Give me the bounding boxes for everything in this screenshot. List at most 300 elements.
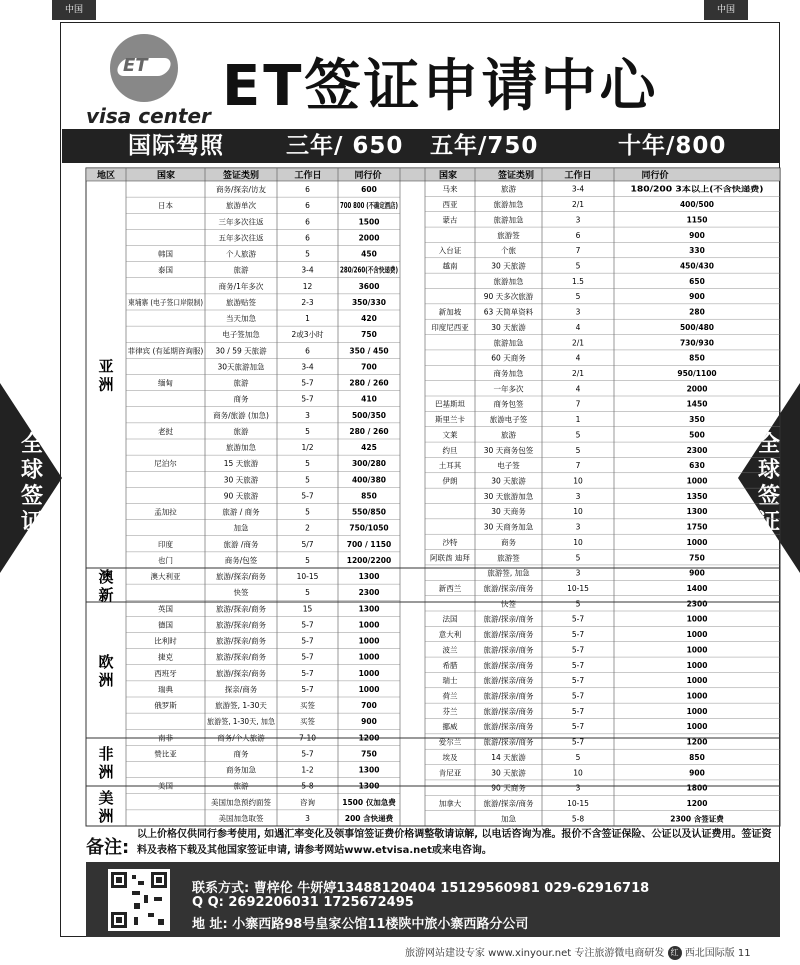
left-cell: 5-7 [301, 749, 314, 759]
left-cell: 德国 [158, 620, 173, 630]
left-cell: 1500 仅加急费 [342, 797, 396, 807]
left-cell: 商务 [233, 749, 249, 759]
side-tab-right-text: 全球签证 [757, 432, 780, 535]
left-cell: 6 [305, 185, 310, 195]
right-cell: 3 [575, 568, 581, 578]
bottom-edition: 西北国际版 11 [684, 948, 751, 959]
red-badge-icon: 红 [668, 946, 682, 960]
right-cell: 3-4 [571, 184, 585, 194]
right-cell: 2300 含签证费 [670, 814, 724, 824]
left-cell: 750 [361, 330, 377, 340]
left-cell: 日本 [158, 201, 173, 211]
right-cell: 约旦 [442, 445, 458, 455]
left-cell: 加急 [233, 523, 249, 533]
left-cell: 900 [361, 717, 377, 727]
left-cell: 英国 [158, 604, 173, 614]
left-cell: 280 / 260 [349, 426, 389, 436]
left-cell: 6 [305, 201, 310, 211]
right-cell: 5-7 [571, 706, 585, 716]
right-cell: 伊朗 [442, 476, 458, 486]
right-cell: 旅游 [501, 184, 516, 194]
right-cell: 5-7 [571, 676, 585, 686]
region-label: 洲 [98, 375, 114, 394]
right-cell: 意大利 [438, 630, 462, 640]
right-cell: 1350 [686, 491, 708, 501]
note-label: 备注: [86, 837, 130, 858]
left-cell: 旅游 [233, 781, 249, 791]
right-cell: 1.5 [572, 276, 584, 286]
left-cell: 柬埔寨 (电子签口岸限制) [128, 297, 212, 307]
left-cell: 10-15 [296, 572, 319, 582]
bottom-website-text: 旅游网站建设专家 www.xinyour.net 专注旅游微电商研发 [405, 948, 665, 959]
right-cell: 30 天旅游 [491, 322, 526, 332]
side-tab-left-text: 全球签证 [20, 432, 43, 535]
right-cell: 650 [689, 276, 705, 286]
left-cell: 旅游贴签 [226, 297, 256, 307]
right-cell: 旅游签 [497, 230, 520, 240]
corner-mark-left: 中国 [52, 0, 96, 20]
left-cell: 商务/旅游 (加急) [213, 410, 269, 420]
left-cell: 泰国 [158, 265, 173, 275]
table-header-cell: 同行价 [641, 171, 669, 181]
left-cell: 5 [305, 475, 310, 485]
left-cell: 5 [305, 588, 310, 598]
left-cell: 旅游/探亲/商务 [215, 604, 267, 614]
left-cell: 美国加急预约面签 [211, 797, 271, 807]
left-cell: 3-4 [301, 362, 314, 372]
left-cell: 商务 [233, 394, 249, 404]
table-header-cell: 工作日 [564, 171, 592, 181]
right-cell: 6 [575, 230, 581, 240]
right-cell: 850 [689, 752, 705, 762]
right-cell: 730/930 [679, 338, 715, 348]
left-cell: 5 [305, 249, 310, 259]
left-cell: 420 [361, 314, 377, 324]
left-cell: 商务加急 [226, 765, 256, 775]
right-cell: 10 [573, 768, 583, 778]
table-header-cell: 工作日 [294, 171, 322, 181]
left-cell: 350/330 [351, 297, 387, 307]
left-cell: 5 [305, 426, 310, 436]
right-cell: 入台证 [438, 246, 462, 256]
right-cell: 1400 [686, 583, 708, 593]
left-cell: 2300 [358, 588, 380, 598]
left-cell: 5-7 [301, 636, 314, 646]
right-cell: 10 [573, 476, 583, 486]
right-cell: 旅游/探亲/商务 [483, 614, 534, 624]
right-cell: 印度尼西亚 [431, 322, 469, 332]
table-header-cell: 签证类别 [497, 171, 535, 181]
right-cell: 巴基斯坦 [435, 399, 465, 409]
region-label: 欧 [98, 653, 114, 671]
left-cell: 30 天旅游 [223, 475, 259, 485]
left-cell: 旅游/探亲/商务 [215, 652, 267, 662]
right-cell: 旅游加急 [493, 276, 524, 286]
right-cell: 5 [575, 430, 581, 440]
right-cell: 950/1100 [677, 368, 717, 378]
left-cell: 400/380 [351, 475, 387, 485]
table-header-cell: 地区 [96, 171, 116, 181]
right-cell: 1000 [686, 645, 708, 655]
right-cell: 旅游加急 [493, 215, 524, 225]
right-cell: 3 [575, 307, 581, 317]
left-cell: 老挝 [158, 426, 173, 436]
right-cell: 900 [689, 568, 705, 578]
right-cell: 630 [689, 461, 705, 471]
table-outline [86, 168, 780, 826]
left-cell: 5-7 [301, 378, 314, 388]
right-cell: 荷兰 [442, 691, 458, 701]
left-cell: 旅游 [233, 426, 249, 436]
left-cell: 五年多次往返 [218, 233, 264, 243]
left-cell: 1/2 [301, 443, 314, 453]
left-cell: 6 [305, 217, 310, 227]
right-cell: 400/500 [679, 200, 715, 210]
left-cell: 1300 [358, 781, 380, 791]
left-cell: 1500 [358, 217, 380, 227]
left-cell: 旅游/探亲/商务 [215, 668, 267, 678]
left-cell: 1000 [358, 684, 380, 694]
right-cell: 30 天旅游加急 [483, 491, 534, 501]
left-cell: 美国加急取签 [218, 813, 264, 823]
left-cell: 当天加急 [226, 314, 256, 324]
right-cell: 3 [575, 783, 581, 793]
right-cell: 1750 [686, 522, 708, 532]
right-cell: 旅游电子签 [489, 415, 528, 425]
left-cell: 5-7 [301, 684, 314, 694]
left-cell: 美国 [158, 781, 173, 791]
note-text: 以上价格仅供同行参考使用, 如遇汇率变化及领事馆签证费价格调整敬请谅解, 以电话咨询为准。报价不含签证保险、公证以及认证费用。签证资料及表格下载及其他国家签证申请, 请参考网站www.etvisa.net或来电咨询。 [137, 829, 772, 856]
right-cell: 阿联酋 迪拜 [430, 553, 470, 563]
banner-label: 国际驾照 [128, 133, 224, 159]
left-cell: 15 天旅游 [223, 459, 259, 469]
left-cell: 3600 [358, 281, 380, 291]
left-cell: 旅游签, 1-30天 [215, 701, 267, 711]
left-cell: 750/1050 [349, 523, 389, 533]
left-cell: 700 800 (不确定酒店) [340, 201, 421, 211]
left-cell: 3-4 [301, 265, 314, 275]
left-cell: 700 [361, 362, 377, 372]
left-cell: 咨询 [300, 797, 315, 807]
contact-phones: 联系方式: 曹梓伦 牛妍婷13488120404 15129560981 029-62916718 [192, 881, 650, 896]
left-cell: 3 [305, 813, 310, 823]
left-cell: 澳大利亚 [150, 572, 181, 582]
right-cell: 1300 [686, 507, 708, 517]
right-cell: 30 天旅游 [491, 768, 526, 778]
left-cell: 15 [302, 604, 313, 614]
left-cell: 5-7 [301, 652, 314, 662]
left-cell: 商务/包签 [224, 555, 258, 565]
right-cell: 5 [575, 752, 581, 762]
region-label: 美 [98, 789, 114, 807]
right-cell: 5 [575, 261, 581, 271]
left-cell: 90 天旅游 [223, 491, 259, 501]
left-cell: 探亲/商务 [224, 684, 258, 694]
right-cell: 5-7 [571, 737, 585, 747]
right-cell: 5 [575, 292, 581, 302]
right-cell: 4 [575, 353, 581, 363]
left-cell: 1-2 [301, 765, 314, 775]
right-cell: 350 [689, 415, 705, 425]
right-cell: 5-7 [571, 645, 585, 655]
left-cell: 1 [305, 314, 310, 324]
left-cell: 韩国 [158, 249, 173, 259]
right-cell: 1200 [686, 798, 708, 808]
right-cell: 5-7 [571, 660, 585, 670]
right-cell: 330 [689, 246, 705, 256]
right-cell: 1000 [686, 537, 708, 547]
right-cell: 加急 [501, 814, 516, 824]
right-cell: 波兰 [442, 645, 458, 655]
right-cell: 挪威 [442, 722, 458, 732]
left-cell: 旅游单次 [226, 201, 256, 211]
right-cell: 5-8 [571, 814, 585, 824]
left-cell: 5-7 [301, 620, 314, 630]
left-cell: 450 [361, 249, 377, 259]
left-cell: 1000 [358, 636, 380, 646]
right-cell: 肯尼亚 [438, 768, 462, 778]
left-cell: 5 [305, 507, 310, 517]
left-cell: 350 / 450 [349, 346, 389, 356]
right-cell: 900 [689, 230, 705, 240]
right-cell: 1450 [686, 399, 708, 409]
left-cell: 5-7 [301, 394, 314, 404]
right-cell: 63 天简单资料 [483, 307, 534, 317]
left-cell: 425 [361, 443, 377, 453]
left-cell: 2000 [358, 233, 380, 243]
left-cell: 商务/1年多次 [218, 281, 264, 291]
left-cell: 2 [305, 523, 310, 533]
right-cell: 10 [573, 537, 583, 547]
right-cell: 一年多次 [493, 384, 524, 394]
left-cell: 200 含快递费 [344, 813, 394, 823]
left-cell: 700 / 1150 [346, 539, 392, 549]
right-cell: 7 [575, 246, 581, 256]
right-cell: 商务 [501, 537, 516, 547]
left-cell: 旅游签, 1-30天, 加急 [207, 717, 279, 727]
left-cell: 600 [361, 185, 377, 195]
left-cell: 3 [305, 410, 310, 420]
left-cell: 700 [361, 701, 377, 711]
right-cell: 1000 [686, 691, 708, 701]
left-cell: 旅游/探亲/商务 [215, 572, 267, 582]
right-cell: 850 [689, 353, 705, 363]
page-title: ET签证申请中心 [222, 54, 659, 119]
right-cell: 旅游/探亲/商务 [483, 706, 534, 716]
left-cell: 菲律宾 (有延期咨询服) [127, 346, 204, 356]
left-cell: 5 [305, 459, 310, 469]
right-cell: 90 天商务 [491, 783, 526, 793]
right-cell: 280 [689, 307, 705, 317]
banner-ten-years: 十年/800 [618, 133, 727, 159]
right-cell: 旅游签 [497, 553, 520, 563]
left-cell: 5 [305, 555, 310, 565]
right-cell: 西亚 [442, 200, 458, 210]
right-cell: 60 天商务 [491, 353, 526, 363]
banner-five-years: 五年/750 [430, 133, 539, 159]
right-cell: 加拿大 [438, 798, 462, 808]
banner-three-years: 三年/ 650 [286, 133, 404, 159]
left-cell: 5-7 [301, 668, 314, 678]
left-cell: 旅游 [233, 378, 249, 388]
qr-code [108, 869, 170, 931]
left-cell: 印度 [158, 539, 173, 549]
left-cell: 缅甸 [158, 378, 173, 388]
right-cell: 30 天商务 [491, 507, 526, 517]
right-cell: 5 [575, 599, 581, 609]
corner-mark-right: 中国 [704, 0, 748, 20]
right-cell: 旅游/探亲/商务 [483, 660, 534, 670]
right-cell: 1800 [686, 783, 708, 793]
left-cell: 电子签加急 [222, 330, 260, 340]
left-cell: 5/7 [301, 539, 314, 549]
right-cell: 新西兰 [438, 583, 462, 593]
region-label: 非 [98, 745, 114, 763]
right-cell: 10-15 [567, 583, 589, 593]
right-cell: 旅游加急 [493, 338, 524, 348]
right-cell: 文莱 [442, 430, 458, 440]
right-cell: 瑞士 [442, 676, 458, 686]
right-cell: 2300 [686, 599, 708, 609]
right-cell: 1000 [686, 630, 708, 640]
region-label: 澳 [98, 568, 114, 586]
table-header-bg [86, 168, 780, 181]
right-cell: 30 天商务包签 [483, 445, 534, 455]
left-cell: 快签 [233, 588, 249, 598]
left-cell: 比利时 [154, 636, 177, 646]
left-cell: 550/850 [351, 507, 387, 517]
left-cell: 商务/个人旅游 [217, 733, 265, 743]
right-cell: 法国 [442, 614, 458, 624]
region-label: 洲 [98, 763, 114, 781]
right-cell: 2000 [686, 384, 708, 394]
left-cell: 1000 [358, 652, 380, 662]
right-cell: 土耳其 [438, 461, 462, 471]
right-cell: 斯里兰卡 [435, 415, 465, 425]
right-cell: 1000 [686, 722, 708, 732]
left-cell: 个人旅游 [226, 249, 256, 259]
table-header-cell: 签证类别 [222, 171, 260, 181]
left-cell: 南非 [158, 733, 173, 743]
left-cell: 赞比亚 [154, 749, 177, 759]
right-cell: 埃及 [442, 752, 458, 762]
table-header-cell: 同行价 [354, 171, 382, 181]
contact-address: 地 址: 小寨西路98号皇家公馆11楼陕中旅小寨西路分公司 [192, 917, 529, 932]
right-cell: 7 [575, 399, 581, 409]
right-cell: 900 [689, 768, 705, 778]
right-cell: 5-7 [571, 691, 585, 701]
right-cell: 750 [689, 553, 705, 563]
right-cell: 3 [575, 522, 581, 532]
right-cell: 旅游/探亲/商务 [483, 722, 534, 732]
left-cell: 1200/2200 [346, 555, 392, 565]
right-cell: 商务包签 [493, 399, 524, 409]
left-cell: 三年多次往返 [218, 217, 264, 227]
right-cell: 1000 [686, 614, 708, 624]
left-cell: 旅游 /商务 [223, 539, 259, 549]
left-cell: 旅游 / 商务 [222, 507, 260, 517]
right-cell: 5-7 [571, 722, 585, 732]
left-cell: 捷克 [158, 652, 173, 662]
right-cell: 1000 [686, 706, 708, 716]
right-cell: 7 [575, 461, 581, 471]
right-cell: 4 [575, 322, 581, 332]
right-cell: 1000 [686, 476, 708, 486]
right-cell: 5-7 [571, 630, 585, 640]
left-cell: 2-3 [301, 297, 314, 307]
right-cell: 14 天旅游 [491, 752, 526, 762]
region-label: 洲 [98, 671, 114, 689]
left-cell: 30天旅游加急 [217, 362, 265, 372]
left-cell: 1300 [358, 765, 380, 775]
right-cell: 旅游/探亲/商务 [483, 676, 534, 686]
right-cell: 180/200 3本以上(不含快递费) [630, 184, 740, 194]
left-cell: 5-7 [301, 491, 314, 501]
left-cell: 850 [361, 491, 377, 501]
right-cell: 2/1 [571, 200, 585, 210]
right-cell: 旅游签, 加急 [487, 568, 530, 578]
right-cell: 5-7 [571, 614, 585, 624]
right-cell: 4 [575, 384, 581, 394]
right-cell: 500 [689, 430, 705, 440]
contact-qq: Q Q: 2692206031 1725672495 [192, 895, 414, 910]
table-header-cell: 国家 [438, 171, 458, 181]
right-cell: 1000 [686, 676, 708, 686]
right-cell: 3 [575, 215, 581, 225]
left-cell: 410 [361, 394, 377, 404]
right-cell: 30 天旅游 [491, 476, 526, 486]
left-cell: 瑞典 [158, 684, 173, 694]
region-label: 新 [98, 586, 114, 604]
left-cell: 6 [305, 233, 310, 243]
right-cell: 商务加急 [493, 368, 524, 378]
right-cell: 90 天多次旅游 [483, 292, 534, 302]
left-cell: 7-10 [298, 733, 317, 743]
right-cell: 1150 [686, 215, 708, 225]
right-cell: 1000 [686, 660, 708, 670]
right-cell: 2300 [686, 445, 708, 455]
left-cell: 旅游/探亲/商务 [215, 636, 267, 646]
right-cell: 电子签 [497, 461, 520, 471]
right-cell: 900 [689, 292, 705, 302]
right-cell: 沙特 [442, 537, 458, 547]
right-cell: 旅游/探亲/商务 [483, 583, 534, 593]
left-cell: 280 / 260 [349, 378, 389, 388]
right-cell: 5 [575, 553, 581, 563]
right-cell: 旅游/探亲/商务 [483, 630, 534, 640]
left-cell: 280/260(不含快递费) [340, 265, 419, 275]
right-cell: 500/480 [679, 322, 715, 332]
left-cell: 也门 [158, 555, 173, 565]
left-cell: 1000 [358, 668, 380, 678]
right-cell: 希腊 [442, 660, 458, 670]
left-cell: 商务/探亲/访友 [215, 185, 267, 195]
right-cell: 10-15 [567, 798, 589, 808]
left-cell: 12 [302, 281, 313, 291]
right-cell: 爱尔兰 [438, 737, 462, 747]
right-cell: 30 天商务加急 [483, 522, 534, 532]
left-cell: 30 / 59 天旅游 [215, 346, 267, 356]
right-cell: 快签 [501, 599, 516, 609]
region-label: 亚 [98, 357, 114, 376]
right-cell: 450/430 [679, 261, 715, 271]
region-label: 洲 [98, 807, 114, 825]
right-cell: 30 天旅游 [491, 261, 526, 271]
left-cell: 孟加拉 [154, 507, 177, 517]
right-cell: 2/1 [571, 368, 585, 378]
left-cell: 买签 [300, 717, 315, 727]
right-cell: 个旅 [501, 246, 516, 256]
